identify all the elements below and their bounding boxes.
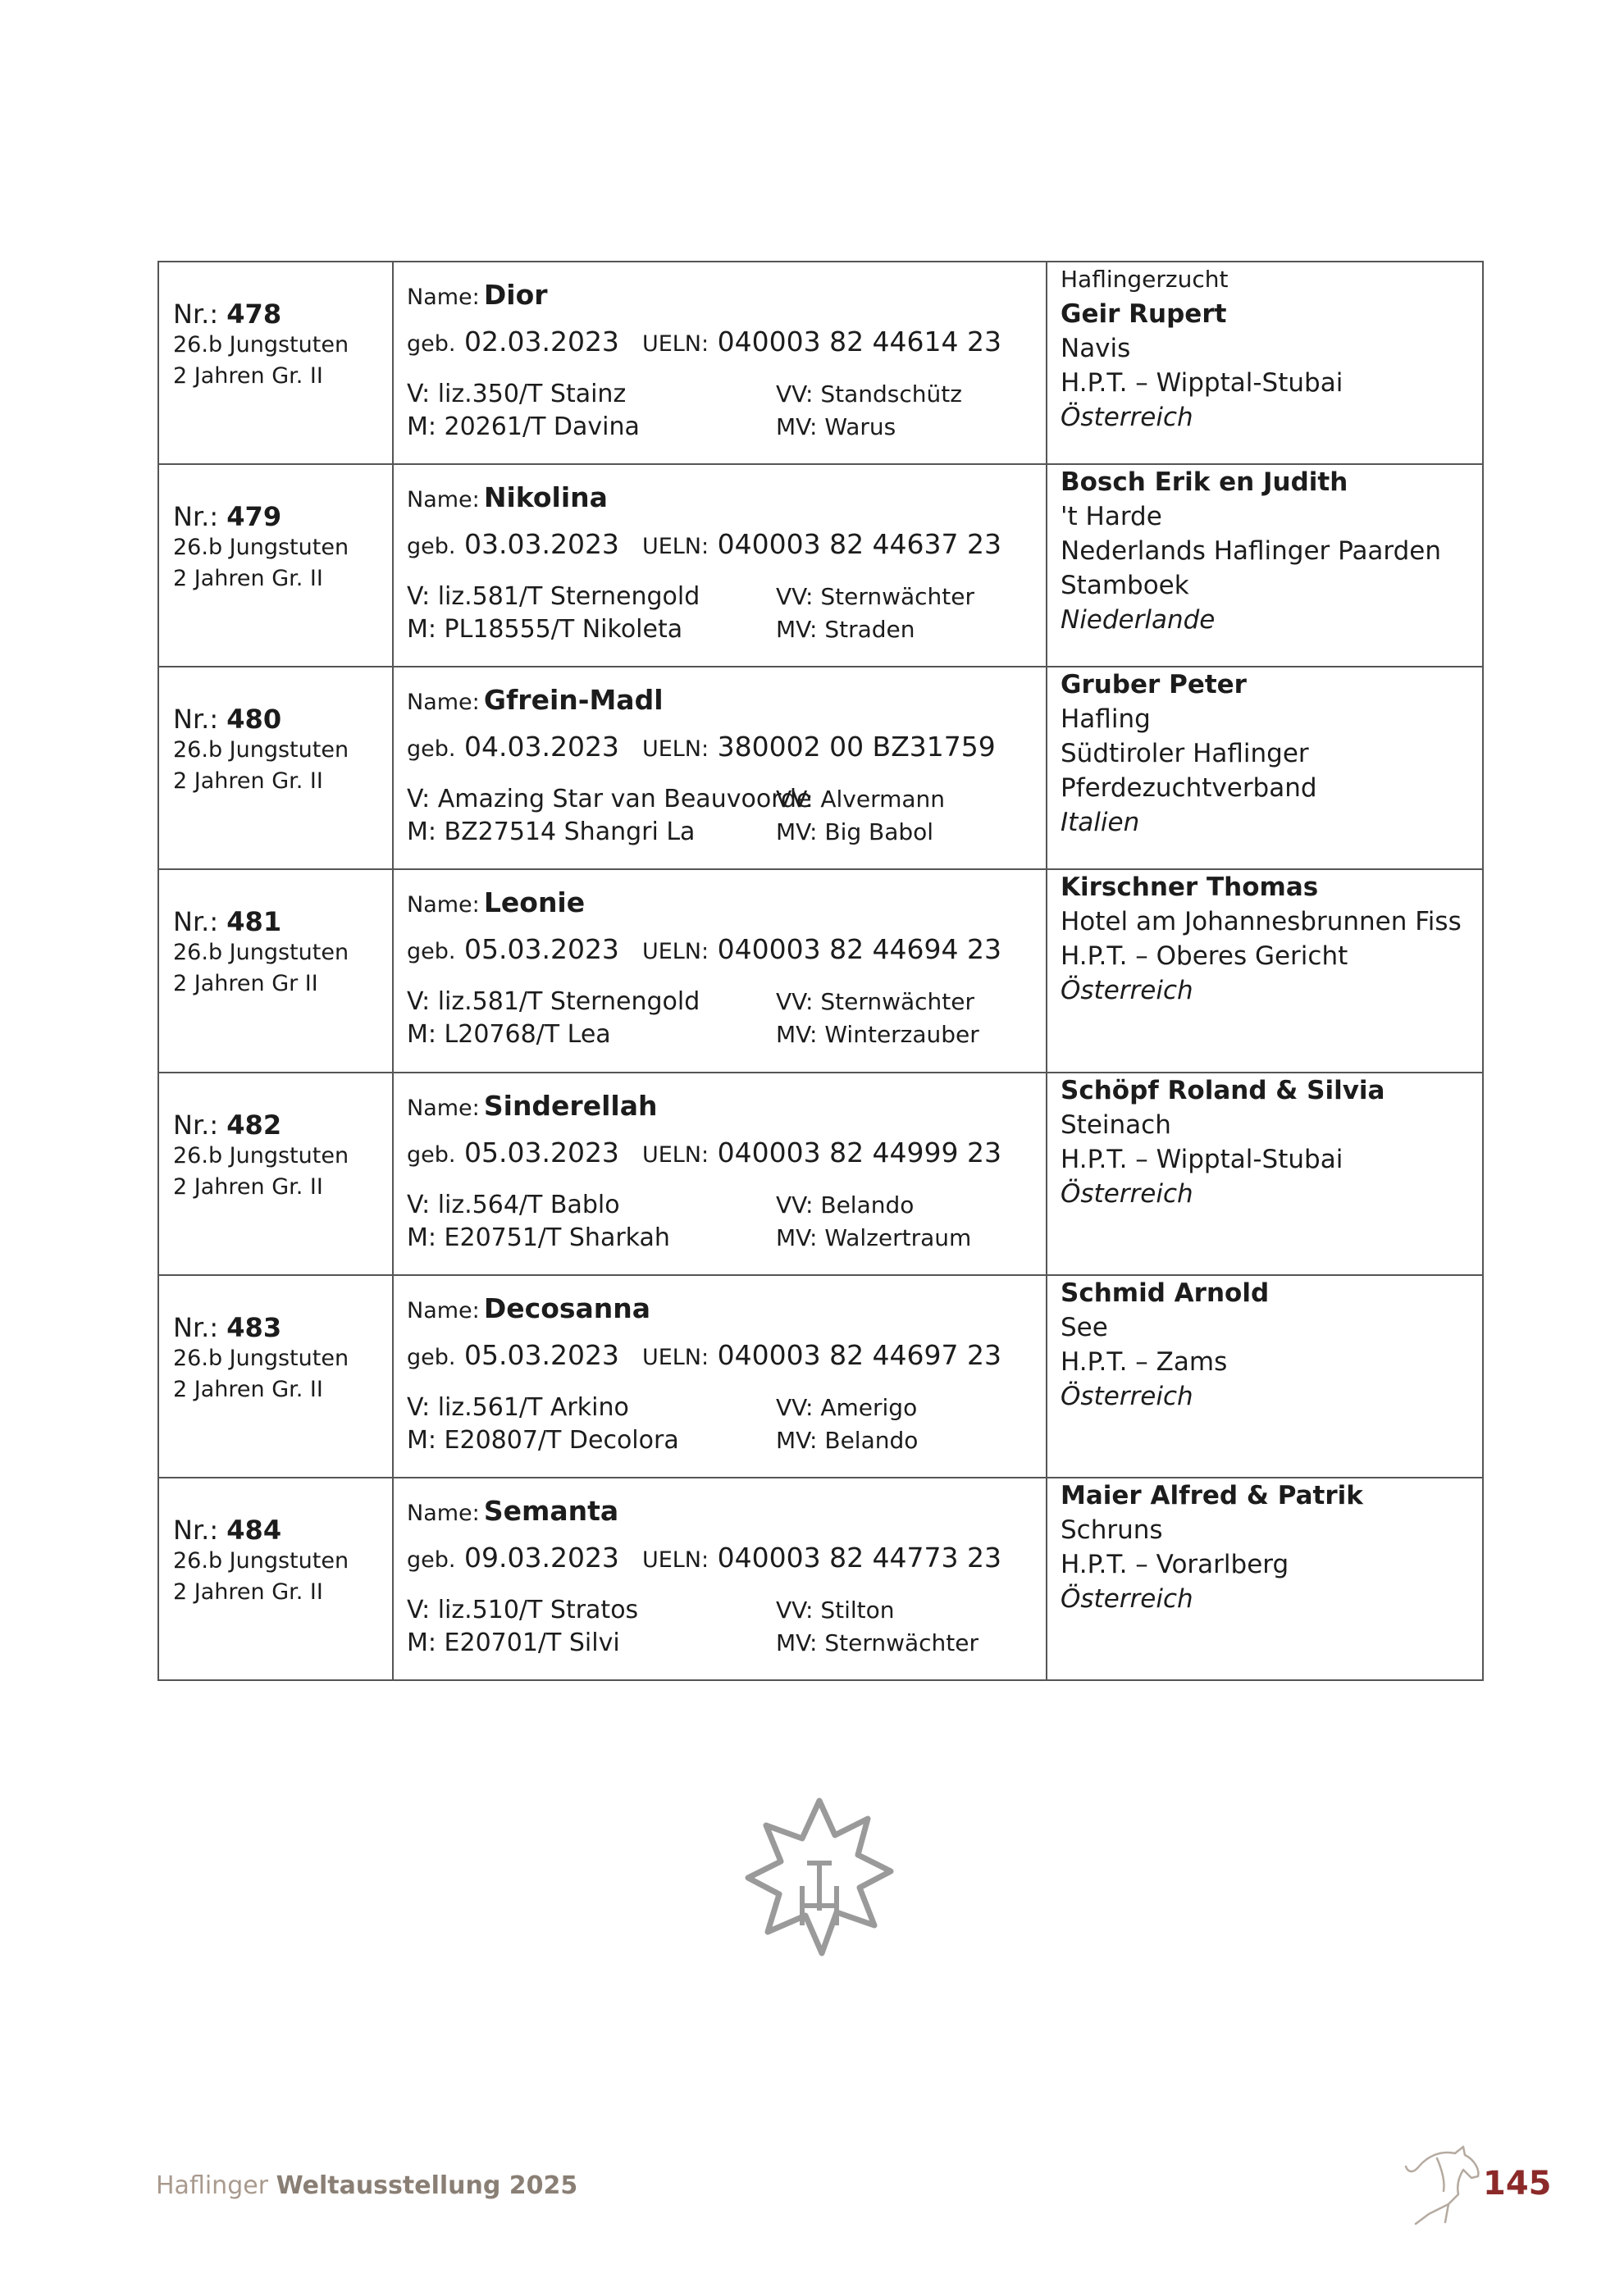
entry-class-line1: 26.b Jungstuten [173, 1547, 349, 1574]
entry-number: Nr.: 484 [173, 1514, 282, 1546]
sire: V: liz.561/T Arkino [407, 1392, 629, 1422]
breeder-line: Stamboek [1061, 571, 1189, 601]
breeder-line: H.P.T. – Zams [1061, 1346, 1228, 1377]
breeder-block [1047, 1478, 1482, 1616]
entry-class-line1: 26.b Jungstuten [173, 1345, 349, 1371]
entry-class-line2: 2 Jahren Gr. II [173, 768, 323, 795]
entry-class-line1: 26.b Jungstuten [173, 940, 349, 966]
sire: V: liz.581/T Sternengold [407, 582, 700, 612]
breeder-country: Österreich [1061, 403, 1193, 432]
dam: M: E20807/T Decolora [407, 1425, 679, 1455]
entry-row [158, 1275, 1483, 1478]
horse-pedigree [407, 986, 1046, 1051]
entry-number: Nr.: 480 [173, 704, 282, 736]
horse-name: Name: Dior [407, 279, 548, 311]
sire-of-dam: MV: Sternwächter [776, 1629, 979, 1656]
breeder-country: Österreich [1061, 976, 1193, 1006]
sire-of-sire: VV: Standschütz [776, 380, 962, 408]
sire-of-dam: MV: Warus [776, 413, 896, 440]
breeder-lines [1061, 904, 1482, 973]
horse-outline-icon [1404, 2142, 1486, 2227]
catalog-rows [158, 262, 1483, 1680]
breeder-block [1047, 262, 1482, 435]
entry-horse-cell [393, 869, 1047, 1072]
sire-of-dam: MV: Winterzauber [776, 1021, 979, 1049]
breeder-lines [1061, 1108, 1482, 1177]
horse-birth-ueln: geb. 03.03.2023 UELN: 040003 82 44637 23 [407, 528, 1002, 561]
entry-breeder-cell [1047, 464, 1483, 667]
entry-row [158, 464, 1483, 667]
entry-class-line1: 26.b Jungstuten [173, 1142, 349, 1168]
sire: V: Amazing Star van Beauvoorde [407, 785, 812, 814]
dam: M: PL18555/T Nikoleta [407, 615, 683, 645]
breeder-block [1047, 870, 1482, 1008]
breeder-line: 't Harde [1061, 502, 1162, 532]
footer-title [156, 2171, 577, 2200]
entry-class-line2: 2 Jahren Gr. II [173, 1173, 323, 1200]
sire-of-dam: MV: Belando [776, 1426, 919, 1454]
entry-class-line1: 26.b Jungstuten [173, 332, 349, 358]
breeder-prefix: Haflingerzucht [1061, 266, 1229, 293]
entry-breeder-cell [1047, 1275, 1483, 1478]
entry-number: Nr.: 481 [173, 906, 282, 938]
entry-row [158, 1478, 1483, 1680]
breeder-country: Italien [1061, 808, 1140, 838]
footer-brand: Haflinger [156, 2171, 269, 2200]
breeder-country: Österreich [1061, 1583, 1193, 1614]
horse-pedigree [407, 1594, 1046, 1660]
entry-breeder-cell [1047, 1073, 1483, 1275]
sire-of-sire: VV: Belando [776, 1191, 915, 1219]
dam: M: 20261/T Davina [407, 412, 640, 441]
entry-horse-cell [393, 464, 1047, 667]
breeder-lines [1061, 499, 1482, 603]
sire-of-sire: VV: Alvermann [776, 786, 946, 813]
breeder-name: Gruber Peter [1061, 670, 1247, 700]
horse-name: Name: Leonie [407, 886, 586, 919]
horse-name: Name: Sinderellah [407, 1089, 658, 1122]
dam: M: E20701/T Silvi [407, 1628, 620, 1657]
horse-pedigree [407, 1189, 1046, 1255]
entry-number-cell [158, 464, 393, 667]
sire-of-dam: MV: Straden [776, 616, 915, 644]
breeder-name: Schöpf Roland & Silvia [1061, 1075, 1385, 1105]
entry-class-line2: 2 Jahren Gr II [173, 971, 318, 997]
entry-number-cell [158, 1275, 393, 1478]
breeder-block [1047, 1073, 1482, 1211]
entry-horse-cell [393, 667, 1047, 869]
breeder-lines [1061, 702, 1482, 805]
entry-number-cell [158, 262, 393, 464]
breeder-line: Hafling [1061, 704, 1151, 735]
catalog-table [157, 261, 1484, 1681]
breeder-lines [1061, 1513, 1482, 1582]
horse-pedigree [407, 1392, 1046, 1457]
horse-birth-ueln: geb. 05.03.2023 UELN: 040003 82 44694 23 [407, 933, 1002, 966]
entry-class-line2: 2 Jahren Gr. II [173, 1376, 323, 1402]
horse-birth-ueln: geb. 02.03.2023 UELN: 040003 82 44614 23 [407, 326, 1002, 358]
horse-name: Name: Nikolina [407, 481, 608, 514]
breeder-line: Hotel am Johannesbrunnen Fiss [1061, 907, 1462, 937]
entry-number: Nr.: 483 [173, 1311, 282, 1343]
footer-event: Weltausstellung 2025 [276, 2171, 578, 2200]
sire: V: liz.350/T Stainz [407, 380, 627, 408]
entry-number: Nr.: 478 [173, 298, 282, 330]
sire-of-sire: VV: Sternwächter [776, 583, 975, 611]
entry-number-cell [158, 1478, 393, 1680]
breeder-line: H.P.T. – Wipptal-Stubai [1061, 1144, 1343, 1174]
horse-name: Name: Semanta [407, 1494, 619, 1527]
entry-class-line2: 2 Jahren Gr. II [173, 363, 323, 389]
horse-pedigree [407, 783, 1046, 849]
breeder-block [1047, 465, 1482, 637]
breeder-line: Steinach [1061, 1109, 1171, 1140]
breeder-line: H.P.T. – Oberes Gericht [1061, 941, 1348, 972]
breeder-name: Kirschner Thomas [1061, 872, 1319, 903]
entry-row [158, 262, 1483, 464]
entry-class-line2: 2 Jahren Gr. II [173, 566, 323, 592]
breeder-country: Österreich [1061, 1381, 1193, 1411]
horse-pedigree [407, 581, 1046, 646]
entry-horse-cell [393, 1478, 1047, 1680]
horse-birth-ueln: geb. 09.03.2023 UELN: 040003 82 44773 23 [407, 1541, 1002, 1574]
entry-row [158, 667, 1483, 869]
entry-horse-cell [393, 1073, 1047, 1275]
sire-of-sire: VV: Stilton [776, 1596, 895, 1624]
entry-breeder-cell [1047, 667, 1483, 869]
breeder-line: H.P.T. – Wipptal-Stubai [1061, 368, 1343, 398]
breeder-line: Pferdezuchtverband [1061, 773, 1317, 804]
breeder-line: H.P.T. – Vorarlberg [1061, 1549, 1289, 1579]
breeder-country: Niederlande [1061, 605, 1216, 636]
entry-number: Nr.: 482 [173, 1109, 282, 1141]
breeder-block [1047, 1276, 1482, 1414]
entry-class-line1: 26.b Jungstuten [173, 535, 349, 561]
entry-breeder-cell [1047, 262, 1483, 464]
sire-of-dam: MV: Walzertraum [776, 1223, 972, 1251]
entry-number-cell [158, 1073, 393, 1275]
breeder-name: Maier Alfred & Patrik [1061, 1480, 1363, 1510]
entry-number-cell [158, 667, 393, 869]
entry-row [158, 1073, 1483, 1275]
entry-class-line1: 26.b Jungstuten [173, 737, 349, 763]
breeder-lines [1061, 1310, 1482, 1379]
sire-of-dam: MV: Big Babol [776, 818, 934, 846]
sire-of-sire: VV: Sternwächter [776, 988, 975, 1016]
dam: M: L20768/T Lea [407, 1020, 611, 1050]
entry-class-line2: 2 Jahren Gr. II [173, 1578, 323, 1605]
horse-birth-ueln: geb. 05.03.2023 UELN: 040003 82 44697 23 [407, 1338, 1002, 1371]
breeder-name: Geir Rupert [1061, 299, 1227, 329]
breeder-line: Südtiroler Haflinger [1061, 739, 1309, 769]
horse-birth-ueln: geb. 05.03.2023 UELN: 040003 82 44999 23 [407, 1136, 1002, 1168]
breeder-country: Österreich [1061, 1178, 1193, 1209]
horse-name: Name: Decosanna [407, 1292, 651, 1324]
dam: M: BZ27514 Shangri La [407, 818, 696, 847]
entry-breeder-cell [1047, 1478, 1483, 1680]
entry-number: Nr.: 479 [173, 501, 282, 533]
edelweiss-th-icon [743, 1796, 896, 1960]
breeder-line: See [1061, 1312, 1108, 1342]
sire: V: liz.510/T Stratos [407, 1595, 639, 1624]
sire: V: liz.581/T Sternengold [407, 987, 700, 1017]
horse-name: Name: Gfrein-Madl [407, 684, 664, 717]
horse-pedigree [407, 378, 1046, 444]
page-number: 145 [1483, 2165, 1552, 2203]
breeder-block [1047, 667, 1482, 840]
entry-row [158, 869, 1483, 1072]
breeder-line: Navis [1061, 334, 1131, 363]
breeder-name: Bosch Erik en Judith [1061, 467, 1348, 498]
dam: M: E20751/T Sharkah [407, 1223, 670, 1252]
sire-of-sire: VV: Amerigo [776, 1393, 918, 1421]
entry-number-cell [158, 869, 393, 1072]
sire: V: liz.564/T Bablo [407, 1190, 620, 1219]
breeder-lines [1061, 331, 1482, 400]
entry-breeder-cell [1047, 869, 1483, 1072]
horse-birth-ueln: geb. 04.03.2023 UELN: 380002 00 BZ31759 [407, 731, 996, 763]
entry-horse-cell [393, 262, 1047, 464]
breeder-name: Schmid Arnold [1061, 1278, 1270, 1308]
breeder-line: Schruns [1061, 1515, 1163, 1545]
breeder-line: Nederlands Haflinger Paarden [1061, 536, 1442, 567]
entry-horse-cell [393, 1275, 1047, 1478]
